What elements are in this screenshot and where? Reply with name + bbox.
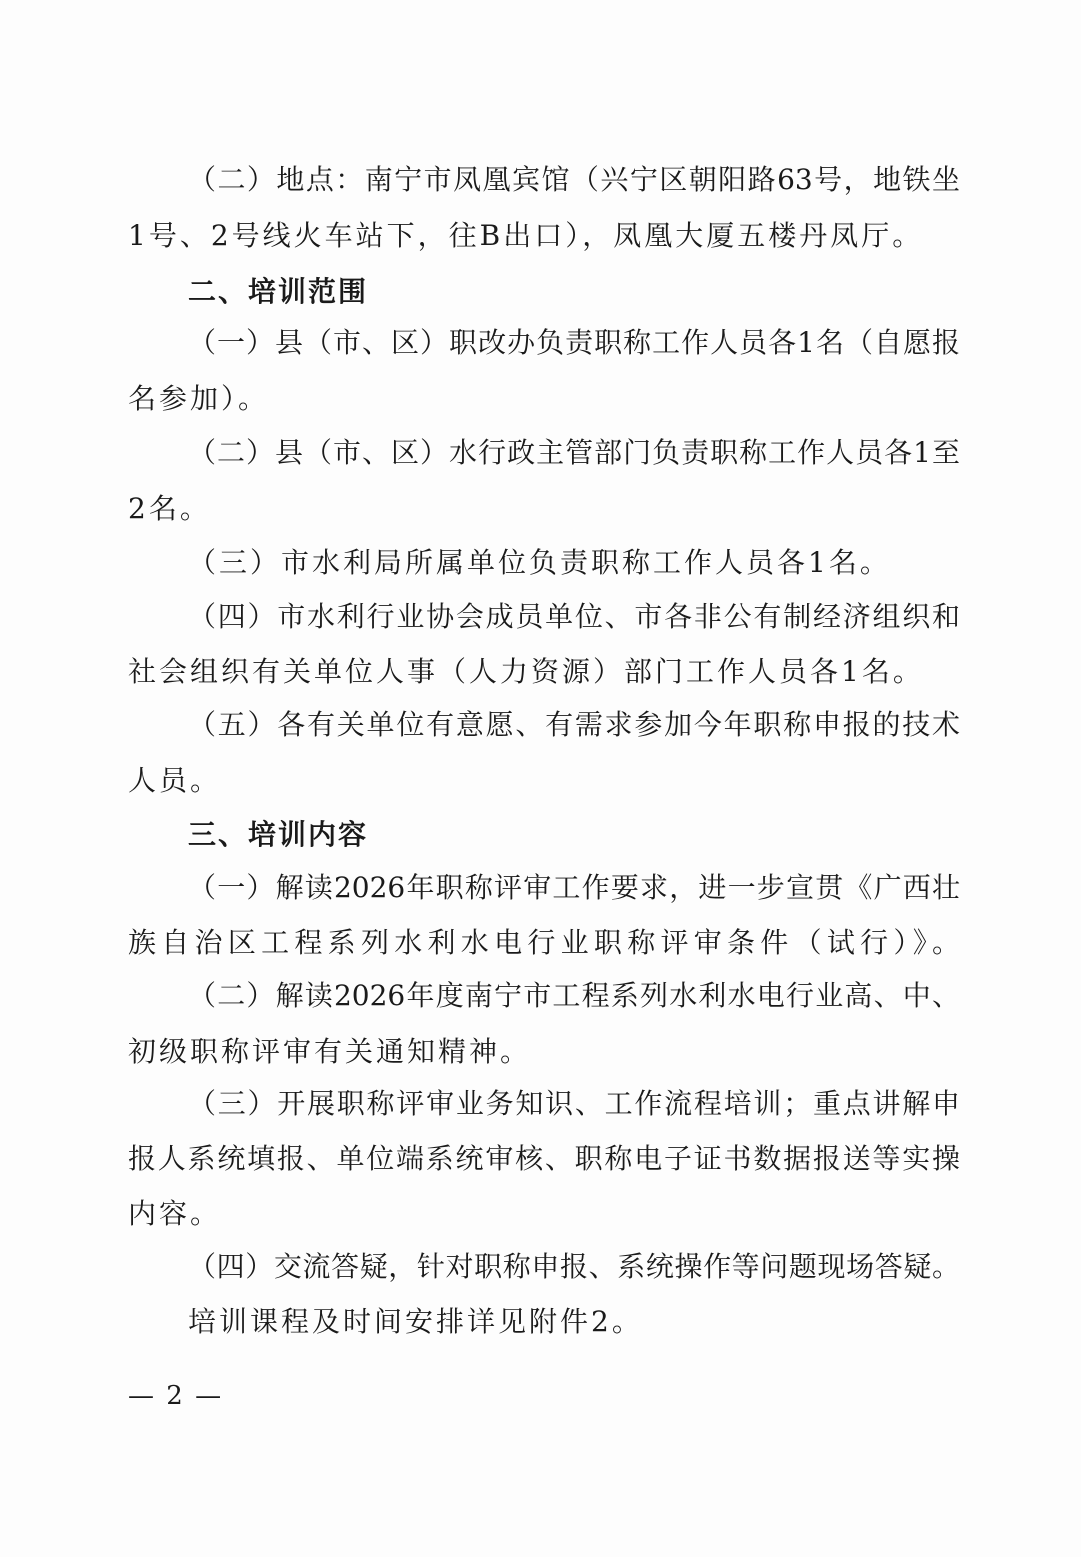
content-item-2-line-2: 初级职称评审有关通知精神。	[128, 1035, 532, 1068]
content-item-2-line-1: （二）解读2026年度南宁市工程系列水利水电行业高、中、	[188, 979, 960, 1012]
page-number: — 2 —	[128, 1381, 224, 1411]
scope-item-5-line-1: （五）各有关单位有意愿、有需求参加今年职称申报的技术	[188, 708, 960, 741]
content-item-3-line-1: （三）开展职称评审业务知识、工作流程培训；重点讲解申	[188, 1087, 960, 1120]
scope-item-1-line-1: （一）县（市、区）职改办负责职称工作人员各1名（自愿报	[188, 326, 960, 359]
schedule-note: 培训课程及时间安排详见附件2。	[188, 1305, 643, 1338]
scope-item-4-line-2: 社会组织有关单位人事（人力资源）部门工作人员各1名。	[128, 655, 924, 688]
content-item-1-line-2: 族自治区工程系列水利水电行业职称评审条件（试行）》。	[128, 926, 960, 959]
content-item-3-line-3: 内容。	[128, 1197, 222, 1230]
scope-item-1-line-2: 名参加）。	[128, 382, 270, 415]
scope-item-2-line-2: 2名。	[128, 492, 211, 525]
content-item-1-line-1: （一）解读2026年职称评审工作要求，进一步宣贯《广西壮	[188, 871, 960, 904]
location-line-1: （二）地点：南宁市凤凰宾馆（兴宁区朝阳路63号，地铁坐	[188, 163, 960, 196]
scope-item-4-line-1: （四）市水利行业协会成员单位、市各非公有制经济组织和	[188, 600, 960, 633]
section-heading-scope: 二、培训范围	[188, 275, 369, 308]
location-line-2: 1号、2号线火车站下，往B出口），凤凰大厦五楼丹凤厅。	[128, 219, 924, 252]
content-item-3-line-2: 报人系统填报、单位端系统审核、职称电子证书数据报送等实操	[128, 1142, 960, 1175]
content-item-4: （四）交流答疑，针对职称申报、系统操作等问题现场答疑。	[188, 1250, 960, 1283]
section-heading-content: 三、培训内容	[188, 818, 369, 851]
scope-item-5-line-2: 人员。	[128, 764, 222, 797]
scope-item-3: （三）市水利局所属单位负责职称工作人员各1名。	[188, 546, 891, 579]
scope-item-2-line-1: （二）县（市、区）水行政主管部门负责职称工作人员各1至	[188, 436, 960, 469]
